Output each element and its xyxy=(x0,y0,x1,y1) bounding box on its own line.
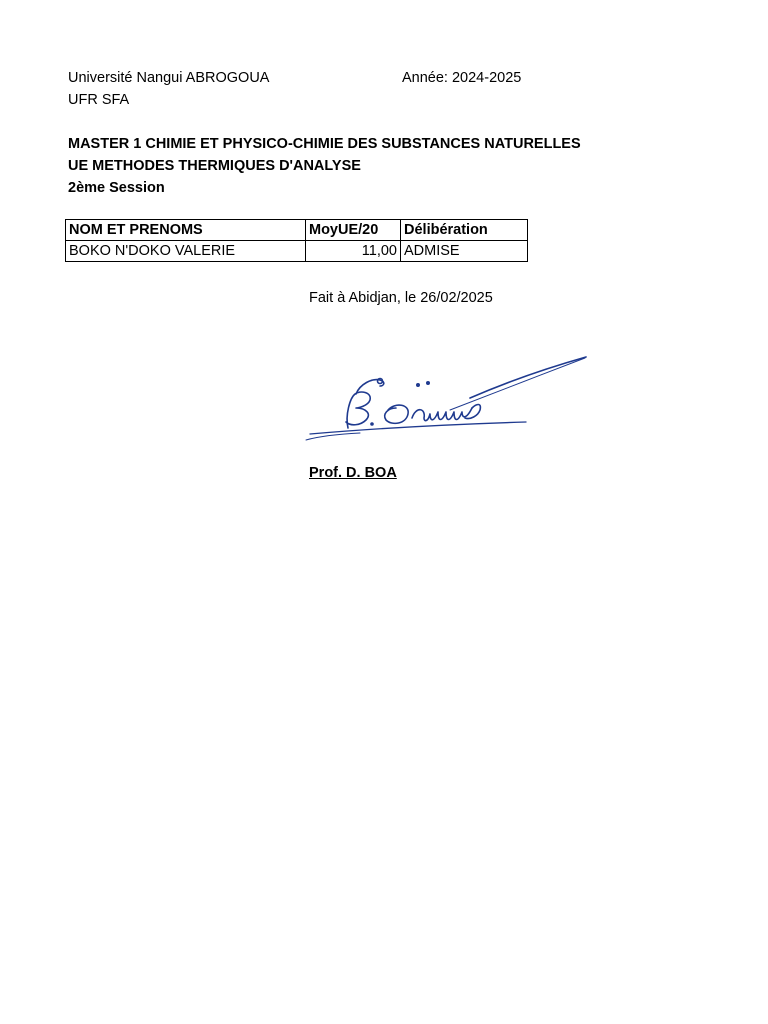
header-average: MoyUE/20 xyxy=(306,220,401,241)
academic-year: Année: 2024-2025 xyxy=(402,70,522,86)
table-row xyxy=(66,241,528,262)
ue-title: UE METHODES THERMIQUES D'ANALYSE xyxy=(68,158,361,174)
signatory-name: Prof. D. BOA xyxy=(309,465,397,481)
session-label: 2ème Session xyxy=(68,180,165,196)
handwritten-signature xyxy=(300,350,590,445)
place-date: Fait à Abidjan, le 26/02/2025 xyxy=(309,290,493,306)
table-header-row xyxy=(66,220,528,241)
header-deliberation: Délibération xyxy=(401,220,528,241)
student-deliberation: ADMISE xyxy=(401,241,528,262)
university-name: Université Nangui ABROGOUA xyxy=(68,70,270,86)
ufr-name: UFR SFA xyxy=(68,92,130,108)
header-name: NOM ET PRENOMS xyxy=(66,220,306,241)
student-name: BOKO N'DOKO VALERIE xyxy=(66,241,306,262)
program-title: MASTER 1 CHIMIE ET PHYSICO-CHIMIE DES SUBSTANCES NATURELLES xyxy=(68,136,581,152)
results-table xyxy=(65,219,528,262)
student-average: 11,00 xyxy=(306,241,401,262)
